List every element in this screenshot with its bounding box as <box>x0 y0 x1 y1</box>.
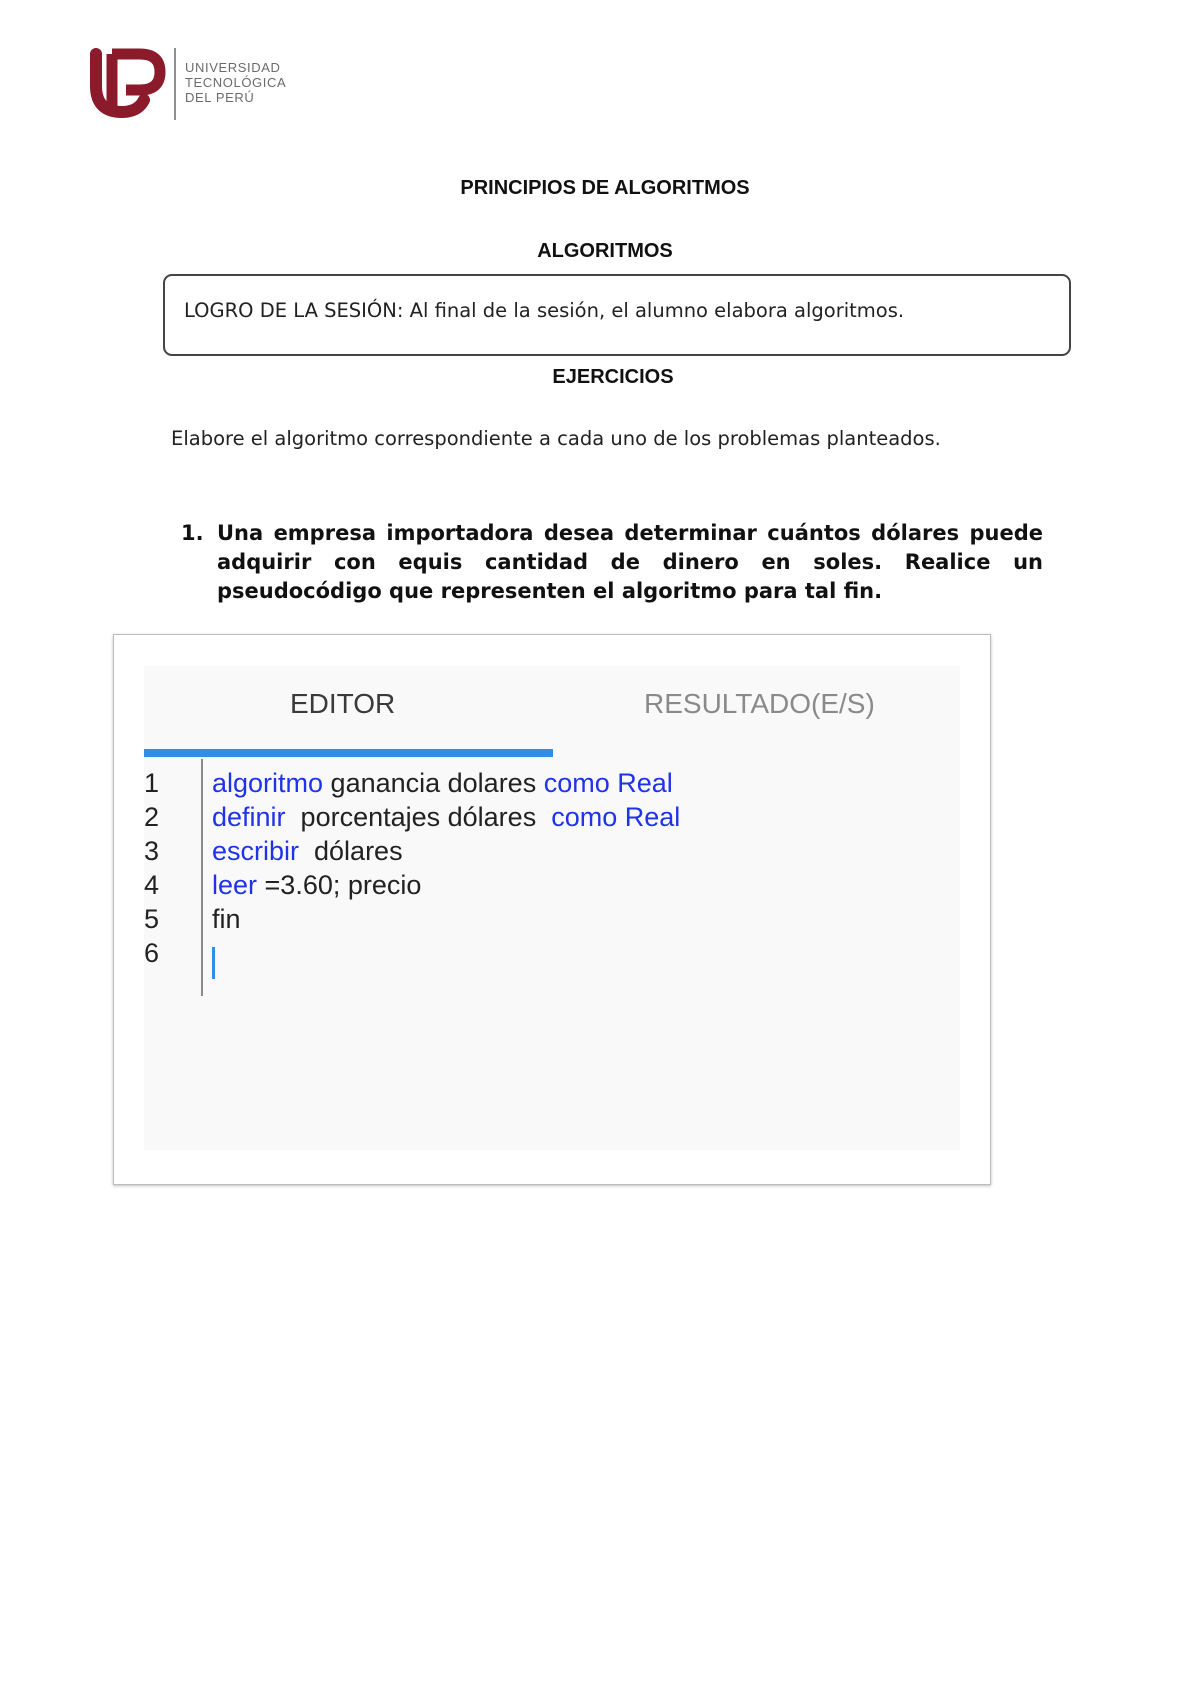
line-number: 3 <box>144 836 160 866</box>
utp-logo-mark <box>86 46 166 120</box>
instruction-text: Elabore el algoritmo correspondiente a cada uno de los problemas planteados. <box>171 427 941 450</box>
session-goal-text: LOGRO DE LA SESIÓN: Al final de la sesión, el alumno elabora algoritmos. <box>184 299 905 322</box>
university-logo <box>86 46 296 122</box>
document-title: PRINCIPIOS DE ALGORITMOS <box>460 177 750 199</box>
line-number: 1 <box>144 768 160 798</box>
line-number: 2 <box>144 802 160 832</box>
active-tab-indicator <box>144 749 553 757</box>
code-keyword: escribir <box>212 836 300 866</box>
code-text: dólares <box>299 836 403 866</box>
session-goal-box <box>163 274 1071 356</box>
code-text: porcentajes dólares <box>285 802 552 832</box>
line-number: 4 <box>144 870 160 900</box>
question-number: 1. <box>181 521 204 545</box>
code-keyword: definir <box>212 802 286 832</box>
code-text: ganancia dolares <box>323 768 544 798</box>
code-keyword: algoritmo <box>212 768 324 798</box>
gutter-divider <box>201 759 203 996</box>
university-name-line: DEL PERÚ <box>185 90 255 105</box>
code-keyword: leer <box>212 870 258 900</box>
line-number: 5 <box>144 904 160 934</box>
code-keyword: como Real <box>551 802 681 832</box>
code-line[interactable] <box>212 768 673 799</box>
code-text: fin <box>212 904 241 934</box>
code-editor <box>144 666 960 1150</box>
code-line[interactable] <box>212 870 421 901</box>
editor-screenshot <box>113 634 991 1185</box>
university-name <box>185 60 286 105</box>
university-name-line: TECNOLÓGICA <box>185 75 287 90</box>
university-name-line: UNIVERSIDAD <box>185 60 281 75</box>
tab-result[interactable]: RESULTADO(E/S) <box>644 688 875 719</box>
code-line[interactable] <box>212 836 403 867</box>
code-keyword: como Real <box>543 768 673 798</box>
code-text: =3.60; precio <box>257 870 422 900</box>
tab-editor[interactable]: EDITOR <box>290 688 396 719</box>
line-number: 6 <box>144 938 160 968</box>
document-subtitle: ALGORITMOS <box>537 240 673 262</box>
logo-divider <box>174 48 176 120</box>
text-cursor <box>212 947 215 979</box>
question-text: Una empresa importadora desea determinar cuántos dólares puede adquirir con equis cantidad de dinero en soles. Realice un pseudocódigo que representen el algoritmo para tal fin. <box>217 521 1043 603</box>
section-heading: EJERCICIOS <box>552 366 674 388</box>
code-line[interactable] <box>212 802 680 833</box>
code-line[interactable] <box>212 904 241 935</box>
